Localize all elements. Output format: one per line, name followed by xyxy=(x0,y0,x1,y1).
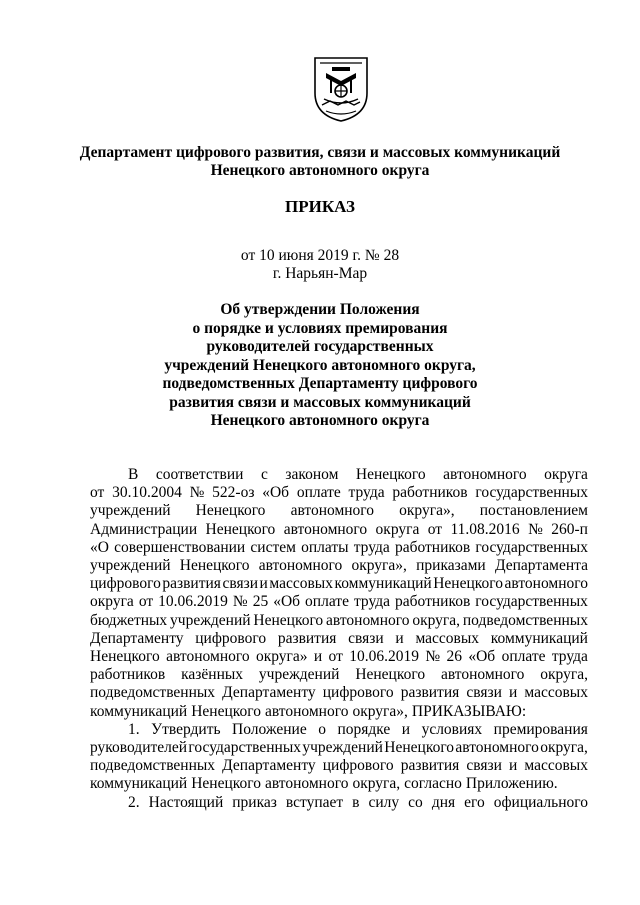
city: г. Нарьян-Мар xyxy=(272,265,368,282)
body-word: Настоящий xyxy=(148,793,224,811)
body-word: Ненецкого xyxy=(90,648,160,666)
body-word: и xyxy=(509,757,518,775)
body-word: округа», xyxy=(351,557,407,575)
body-word: руководителей xyxy=(90,739,188,757)
body-word: работников xyxy=(90,666,166,684)
body-word: учреждений xyxy=(90,557,171,575)
body-word: подведомственных xyxy=(90,757,216,775)
body-word: государственных xyxy=(475,538,588,556)
body-word: 260-п xyxy=(551,520,588,538)
body-line xyxy=(90,502,588,520)
body-line xyxy=(90,703,588,721)
body-line xyxy=(90,484,588,502)
body-line xyxy=(90,648,588,666)
body-word: № xyxy=(528,520,543,538)
body-word: автономного xyxy=(440,666,525,684)
body-word: подведомственных xyxy=(462,611,588,629)
body-word: автономного xyxy=(166,648,250,666)
body-word: связи xyxy=(222,575,259,593)
body-word: оплате xyxy=(501,648,546,666)
title-line: учреждений Ненецкого автономного округа, xyxy=(164,356,476,374)
body-word: государственных xyxy=(188,739,302,757)
body-line xyxy=(90,757,588,775)
body-word: цифрового xyxy=(322,757,394,775)
body-word: работников xyxy=(395,593,471,611)
body-word: «О xyxy=(90,538,109,556)
body-word: автономного xyxy=(326,611,410,629)
body-word: Департаменту xyxy=(222,757,316,775)
department-header xyxy=(60,144,580,180)
title-line: развития связи и массовых коммуникаций xyxy=(169,393,471,411)
body-word: развития xyxy=(400,757,460,775)
body-word: коммуникаций xyxy=(90,775,188,793)
body-word: труда xyxy=(353,538,390,556)
body-line xyxy=(90,666,588,684)
title-line: руководителей государственных xyxy=(206,338,434,355)
body-word: и xyxy=(509,684,518,702)
body-word: 30.10.2004 xyxy=(112,484,182,502)
date-block xyxy=(60,247,580,283)
title-line: Ненецкого автономного округа xyxy=(210,412,430,429)
body-word: округа», xyxy=(399,502,455,520)
body-word: работников xyxy=(394,538,471,556)
body-word: Департамента xyxy=(494,557,588,575)
body-word: приказ xyxy=(232,793,277,811)
body-word: автономного xyxy=(264,702,349,720)
body-word: учреждений xyxy=(90,502,171,520)
body-word: № xyxy=(232,593,248,611)
body-word: ПРИКАЗЫВАЮ: xyxy=(411,702,527,720)
body-line xyxy=(90,612,588,630)
body-word: 1. xyxy=(128,720,140,738)
title-line: о порядке и условиях премирования xyxy=(192,319,448,337)
body-word: от xyxy=(328,648,343,666)
body-word: цифрового xyxy=(322,684,394,702)
body-word: труда xyxy=(551,648,588,666)
body-word: округа xyxy=(544,466,588,483)
body-word: связи xyxy=(348,629,384,647)
body-word: «Об xyxy=(273,593,301,611)
body-word: и xyxy=(259,575,268,593)
body-word: от xyxy=(427,520,443,538)
body-word: систем xyxy=(250,538,296,556)
coat-of-arms-emblem xyxy=(312,55,370,123)
body-word: 2. xyxy=(128,793,140,811)
body-word: «Об xyxy=(468,648,496,666)
body-word: Департаменту xyxy=(90,629,184,647)
body-word: «Об xyxy=(262,484,290,502)
body-word: учреждений xyxy=(170,611,251,629)
body-word: 25 xyxy=(252,593,269,611)
body-word: округа xyxy=(375,520,420,538)
body-word: коммуникаций xyxy=(334,575,432,593)
body-word: массовых xyxy=(415,629,480,647)
body-word: округа xyxy=(90,593,134,611)
body-word: Ненецкого xyxy=(191,702,261,720)
body-word: учреждений xyxy=(302,739,383,757)
body-word: труда xyxy=(348,484,385,502)
body-word: автономного xyxy=(290,502,375,520)
body-word: № xyxy=(425,648,441,666)
document-body xyxy=(90,466,588,812)
body-word: Ненецкого xyxy=(433,575,503,593)
body-word: Приложению. xyxy=(465,775,558,793)
body-word: приказами xyxy=(416,557,486,575)
body-word: оплаты xyxy=(301,538,349,556)
body-word: дня xyxy=(431,793,456,811)
title-line: подведомственных Департаменту цифрового xyxy=(162,375,478,392)
body-word: Утвердить xyxy=(151,720,221,738)
body-word: оплате xyxy=(296,484,341,502)
body-word: силу xyxy=(368,793,400,811)
body-word: подведомственных xyxy=(90,684,216,702)
body-word: 522-оз xyxy=(212,484,255,502)
body-line xyxy=(90,775,588,793)
body-word: законом xyxy=(285,466,339,483)
body-word: Администрации xyxy=(90,520,198,538)
body-word: премирования xyxy=(493,720,588,738)
body-word: государственных xyxy=(475,484,588,502)
body-word: Ненецкого xyxy=(195,502,266,520)
body-line xyxy=(90,684,588,702)
body-word: развития xyxy=(162,575,221,593)
date-number: от 10 июня 2019 г. № 28 xyxy=(240,247,400,264)
body-word: автономного xyxy=(283,520,368,538)
body-word: № xyxy=(189,484,205,502)
body-word: массовых xyxy=(269,575,333,593)
body-word: труда xyxy=(353,593,391,611)
body-word: постановлением xyxy=(479,502,588,520)
body-word: и xyxy=(395,629,404,647)
body-line xyxy=(90,557,588,575)
body-word: о xyxy=(318,720,326,738)
body-word: условиях xyxy=(421,720,483,738)
body-word: и xyxy=(401,720,411,738)
body-word: Ненецкого xyxy=(205,520,276,538)
body-word: его xyxy=(464,793,485,811)
body-word: в xyxy=(352,793,360,811)
title-line: Об утверждении Положения xyxy=(220,301,420,318)
body-word: Положение xyxy=(232,720,307,738)
body-word: Ненецкого xyxy=(253,611,324,629)
body-word: массовых xyxy=(524,684,588,702)
body-word: округа, xyxy=(540,666,588,684)
body-word: развития xyxy=(400,684,460,702)
document-type: ПРИКАЗ xyxy=(285,197,355,216)
body-line xyxy=(90,521,588,539)
body-word: округа, xyxy=(352,775,401,793)
body-line xyxy=(90,575,588,593)
body-line xyxy=(90,466,588,484)
body-word: оплате xyxy=(305,593,349,611)
body-word: и xyxy=(313,648,323,666)
body-word: Ненецкого xyxy=(179,557,250,575)
body-word: автономного xyxy=(258,557,343,575)
body-line xyxy=(90,721,588,739)
body-word: автономного xyxy=(455,739,539,757)
department-line-1: Департамент цифрового развития, связи и массовых коммуникаций xyxy=(79,144,561,161)
body-word: округа», xyxy=(352,702,408,720)
body-word: 10.06.2019 xyxy=(349,648,419,666)
body-word: 26 xyxy=(446,648,462,666)
body-word: 10.06.2019 xyxy=(158,593,228,611)
body-word: связи xyxy=(466,757,502,775)
body-word: Ненецкого xyxy=(355,466,426,483)
body-word: учреждений xyxy=(258,666,340,684)
body-word: от xyxy=(90,484,105,502)
body-word: Департаменту xyxy=(222,684,316,702)
body-word: официального xyxy=(493,793,588,811)
body-word: порядке xyxy=(337,720,391,738)
body-line xyxy=(90,794,588,812)
body-word: связи xyxy=(466,684,502,702)
body-line xyxy=(90,539,588,557)
body-word: казённых xyxy=(181,666,244,684)
body-word: автономного xyxy=(443,466,527,483)
body-word: округа, xyxy=(540,739,588,757)
body-word: Ненецкого xyxy=(355,666,426,684)
body-word: округа» xyxy=(255,648,308,666)
body-word: округа, xyxy=(412,611,461,629)
body-word: В xyxy=(128,466,139,483)
body-word: с xyxy=(260,466,268,483)
body-word: соответствии xyxy=(155,466,244,483)
body-word: со xyxy=(408,793,423,811)
body-word: совершенствовании xyxy=(114,538,246,556)
body-word: массовых xyxy=(524,757,588,775)
body-word: работников xyxy=(392,484,468,502)
body-word: развития xyxy=(277,629,337,647)
body-word: согласно xyxy=(404,775,462,793)
body-word: Ненецкого xyxy=(191,775,261,793)
body-line xyxy=(90,630,588,648)
body-word: автономного xyxy=(264,775,349,793)
body-word: Ненецкого xyxy=(384,739,455,757)
body-line xyxy=(90,593,588,611)
document-title xyxy=(60,301,580,431)
body-word: цифрового xyxy=(195,629,267,647)
body-word: коммуникаций xyxy=(490,629,588,647)
body-word: коммуникаций xyxy=(90,702,188,720)
body-line xyxy=(90,739,588,757)
body-word: вступает xyxy=(285,793,344,811)
body-word: бюджетных xyxy=(90,611,168,629)
body-word: от xyxy=(138,593,154,611)
department-line-2: Ненецкого автономного округа xyxy=(210,162,430,179)
body-word: цифрового xyxy=(90,575,161,593)
body-word: 11.08.2016 xyxy=(450,520,520,538)
body-word: автономного xyxy=(504,575,588,593)
body-word: государственных xyxy=(475,593,588,611)
